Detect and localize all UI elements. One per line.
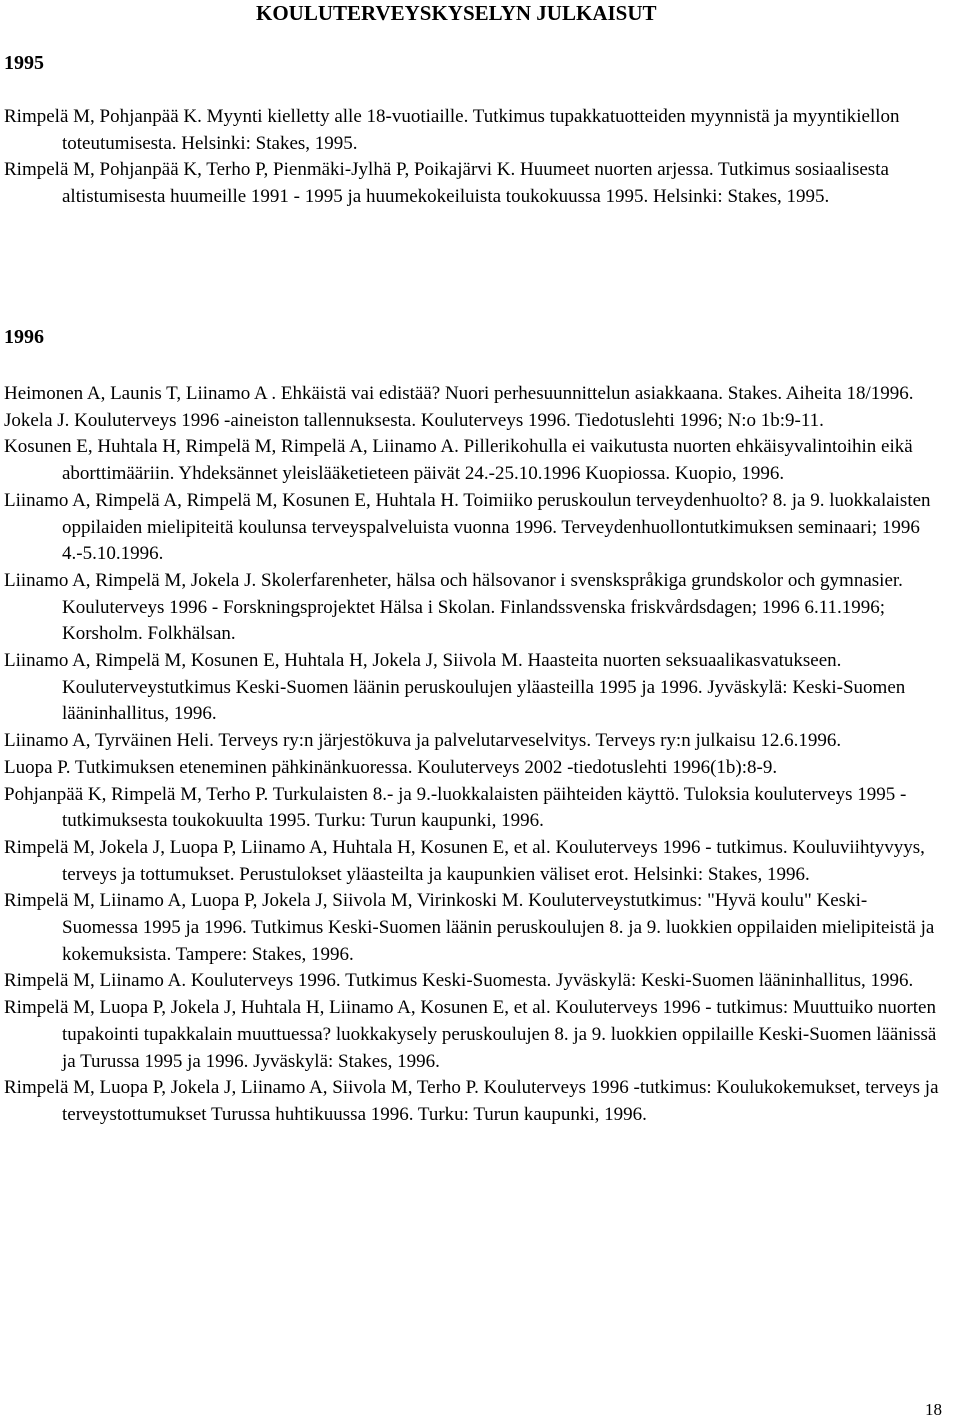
reference-item: Liinamo A, Rimpelä M, Kosunen E, Huhtala H, Jokela J, Siivola M. Haasteita nuorten seksuaalikasvatukseen. Kouluterveystutkimus Keski-Suomen läänin peruskoulujen yläasteilla 1995 ja 1996. Jyväskylä: Keski-Suomen lääninhallitus, 1996. — [4, 650, 906, 725]
reference-item: Heimonen A, Launis T, Liinamo A . Ehkäistä vai edistää? Nuori perhesuunnittelun asiakkaana. Stakes. Aiheita 18/1996. — [4, 383, 914, 404]
reference-item: Rimpelä M, Pohjanpää K, Terho P, Pienmäki-Jylhä P, Poikajärvi K. Huumeet nuorten arjessa. Tutkimus sosiaalisesta altistumisesta huumeille 1991 - 1995 ja huumekokeiluista toukokuussa 1995. Helsinki: Stakes, 1995. — [4, 159, 889, 208]
year-heading-1996: 1996 — [4, 326, 44, 348]
reference-item: Pohjanpää K, Rimpelä M, Terho P. Turkulaisten 8.- ja 9.-luokkalaisten päihteiden käyttö. Tuloksia kouluterveys 1995 -tutkimuksesta toukokuulta 1995. Turku: Turun kaupunki, 1996. — [4, 783, 907, 832]
reference-item: Rimpelä M, Luopa P, Jokela J, Huhtala H, Liinamo A, Kosunen E, et al. Kouluterveys 1996 - tutkimus: Muuttuiko nuorten tupakointi tupakkalain muuttuessa? luokkakysely peruskoulujen 8. ja 9. luokkien oppilaille Keski-Suomen läänissä ja Turussa 1995 ja 1996. Jyväskylä: Stakes, 1996. — [4, 997, 937, 1072]
reference-item: Rimpelä M, Liinamo A. Kouluterveys 1996. Tutkimus Keski-Suomesta. Jyväskylä: Keski-Suomen lääninhallitus, 1996. — [4, 970, 914, 992]
reference-item: Kosunen E, Huhtala H, Rimpelä M, Rimpelä A, Liinamo A. Pillerikohulla ei vaikutusta nuorten ehkäisyvalintoihin eikä aborttimääriin. Yhdeksännet yleislääketieteen päivät 24.-25.10.1996 Kuopiossa. Kuopio, 1996. — [4, 436, 913, 485]
page-number: 18 — [925, 1400, 942, 1419]
reference-item: Jokela J. Kouluterveys 1996 -aineiston tallennuksesta. Kouluterveys 1996. Tiedotuslehti 1996; N:o 1b:9-11. — [4, 409, 824, 431]
reference-item: Liinamo A, Rimpelä M, Jokela J. Skolerfarenheter, hälsa och hälsovanor i svenskspråkiga grundskolor och gymnasier. Kouluterveys 1996 - Forskningsprojektet Hälsa i Skolan. Finlandssvenska friskvårdsdagen; 1996 6.11.1996; Korsholm. Folkhälsan. — [4, 569, 903, 645]
page-title: KOULUTERVEYSKYSELYN JULKAISUT — [256, 1, 657, 25]
reference-item: Liinamo A, Tyrväinen Heli. Terveys ry:n järjestökuva ja palvelutarveselvitys. Terveys ry:n julkaisu 12.6.1996. — [4, 730, 842, 752]
reference-item: Liinamo A, Rimpelä A, Rimpelä M, Kosunen E, Huhtala H. Toimiiko peruskoulun terveydenhuolto? 8. ja 9. luokkalaisten oppilaiden mielipiteitä koulunsa terveyspalveluista vuonna 1996. Terveydenhuollontutkimuksen seminaari; 1996 4.-5.10.1996. — [4, 489, 931, 565]
reference-item: Rimpelä M, Luopa P, Jokela J, Liinamo A, Siivola M, Terho P. Kouluterveys 1996 -tutkimus: Koulukokemukset, terveys ja terveystottumukset Turussa huhtikuussa 1996. Turku: Turun kaupunki, 1996. — [4, 1077, 939, 1125]
reference-item: Rimpelä M, Liinamo A, Luopa P, Jokela J, Siivola M, Virinkoski M. Kouluterveystutkimus: "Hyvä koulu" Keski-Suomessa 1995 ja 1996. Tutkimus Keski-Suomen läänin peruskoulujen 8. ja 9. luokkien oppilaiden mielipiteistä ja kokemuksista. Tampere: Stakes, 1996. — [4, 890, 935, 965]
reference-item: Rimpelä M, Jokela J, Luopa P, Liinamo A, Huhtala H, Kosunen E, et al. Kouluterveys 1996 - tutkimus. Kouluviihtyvyys, terveys ja tottumukset. Perustulokset yläasteilta ja kaupunkien väliset erot. Helsinki: Stakes, 1996. — [4, 836, 925, 885]
reference-item: Luopa P. Tutkimuksen eteneminen pähkinänkuoressa. Kouluterveys 2002 -tiedotuslehti 1996(1b):8-9. — [4, 756, 778, 778]
reference-list-1996 — [0, 381, 940, 1129]
year-heading-1995: 1995 — [4, 52, 44, 74]
reference-list-1995 — [0, 104, 940, 211]
reference-item: Rimpelä M, Pohjanpää K. Myynti kielletty alle 18-vuotiaille. Tutkimus tupakkatuotteiden myynnistä ja myyntikiellon toteutumisesta. Helsinki: Stakes, 1995. — [4, 106, 900, 154]
